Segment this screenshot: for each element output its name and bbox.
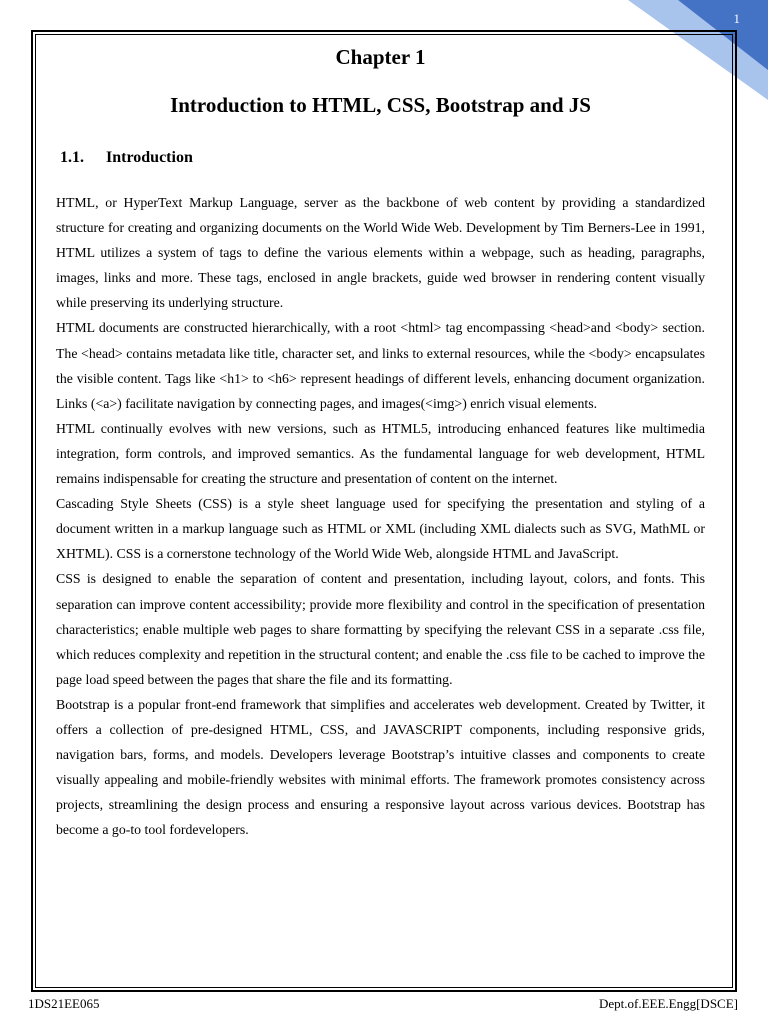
footer-department: Dept.of.EEE.Engg[DSCE]: [598, 996, 738, 1011]
paragraph-html-structure: HTML documents are constructed hierarchically, with a root <html> tag encompassing <head>and <body> section. The <head> contains metadata like title, character set, and links to external resources, while the <body> encapsulates the visible content. Tags like <h1> to <h6> represent headings of different levels, enhancing document organization. Links (<a>) facilitate navigation by connecting pages, and images(<img>) enrich visual elements.: [56, 320, 705, 411]
page-number: 1: [733, 11, 740, 26]
section-heading: [60, 146, 705, 170]
paragraph-html-intro: HTML, or HyperText Markup Language, server as the backbone of web content by providing a standardized structure for creating and organizing documents on the World Wide Web. Development by Tim Berners-Lee in 1991, HTML utilizes a system of tags to define the various elements within a webpage, such as heading, paragraphs, images, links and more. These tags, enclosed in angle brackets, guide wed browser in rendering content visually while preserving its underlying structure.: [56, 195, 705, 311]
section-title: Introduction: [106, 149, 193, 166]
body-text: [56, 190, 705, 842]
paragraph-css-intro: Cascading Style Sheets (CSS) is a style sheet language used for specifying the presentation and styling of a document written in a markup language such as HTML or XML (including XML dialects such as SVG, MathML or XHTML). CSS is a cornerstone technology of the World Wide Web, alongside HTML and JavaScript.: [56, 496, 705, 562]
paragraph-bootstrap: Bootstrap is a popular front-end framework that simplifies and accelerates web development. Created by Twitter, it offers a collection of pre-designed HTML, CSS, and JAVASCRIPT components, including responsive grids, navigation bars, forms, and models. Developers leverage Bootstrap’s intuitive classes and components to create visually appealing and mobile-friendly websites with minimal efforts. The framework promotes consistency across projects, streamlining the design process and ensuring a responsive layout across various devices. Bootstrap has become a go-to tool fordevelopers.: [56, 696, 705, 838]
paragraph-html-evolution: HTML continually evolves with new versions, such as HTML5, introducing enhanced features like multimedia integration, form controls, and improved semantics. As the fundamental language for web development, HTML remains indispensable for creating the structure and presentation of content on the internet.: [56, 420, 705, 487]
paragraph-css-separation: CSS is designed to enable the separation of content and presentation, including layout, colors, and fonts. This separation can improve content accessibility; provide more flexibility and control in the specification of presentation characteristics; enable multiple web pages to share formatting by specifying the relevant CSS in a separate .css file, which reduces complexity and repetition in the structural content; and enable the .css file to be cached to improve the page load speed between the pages that share the file and its formatting.: [56, 571, 705, 687]
chapter-heading: Chapter 1: [335, 45, 426, 69]
chapter-title: Introduction to HTML, CSS, Bootstrap and JS: [170, 93, 591, 117]
section-number: 1.1.: [60, 149, 84, 166]
footer-student-id: 1DS21EE065: [28, 996, 100, 1011]
page-content: [56, 42, 705, 842]
